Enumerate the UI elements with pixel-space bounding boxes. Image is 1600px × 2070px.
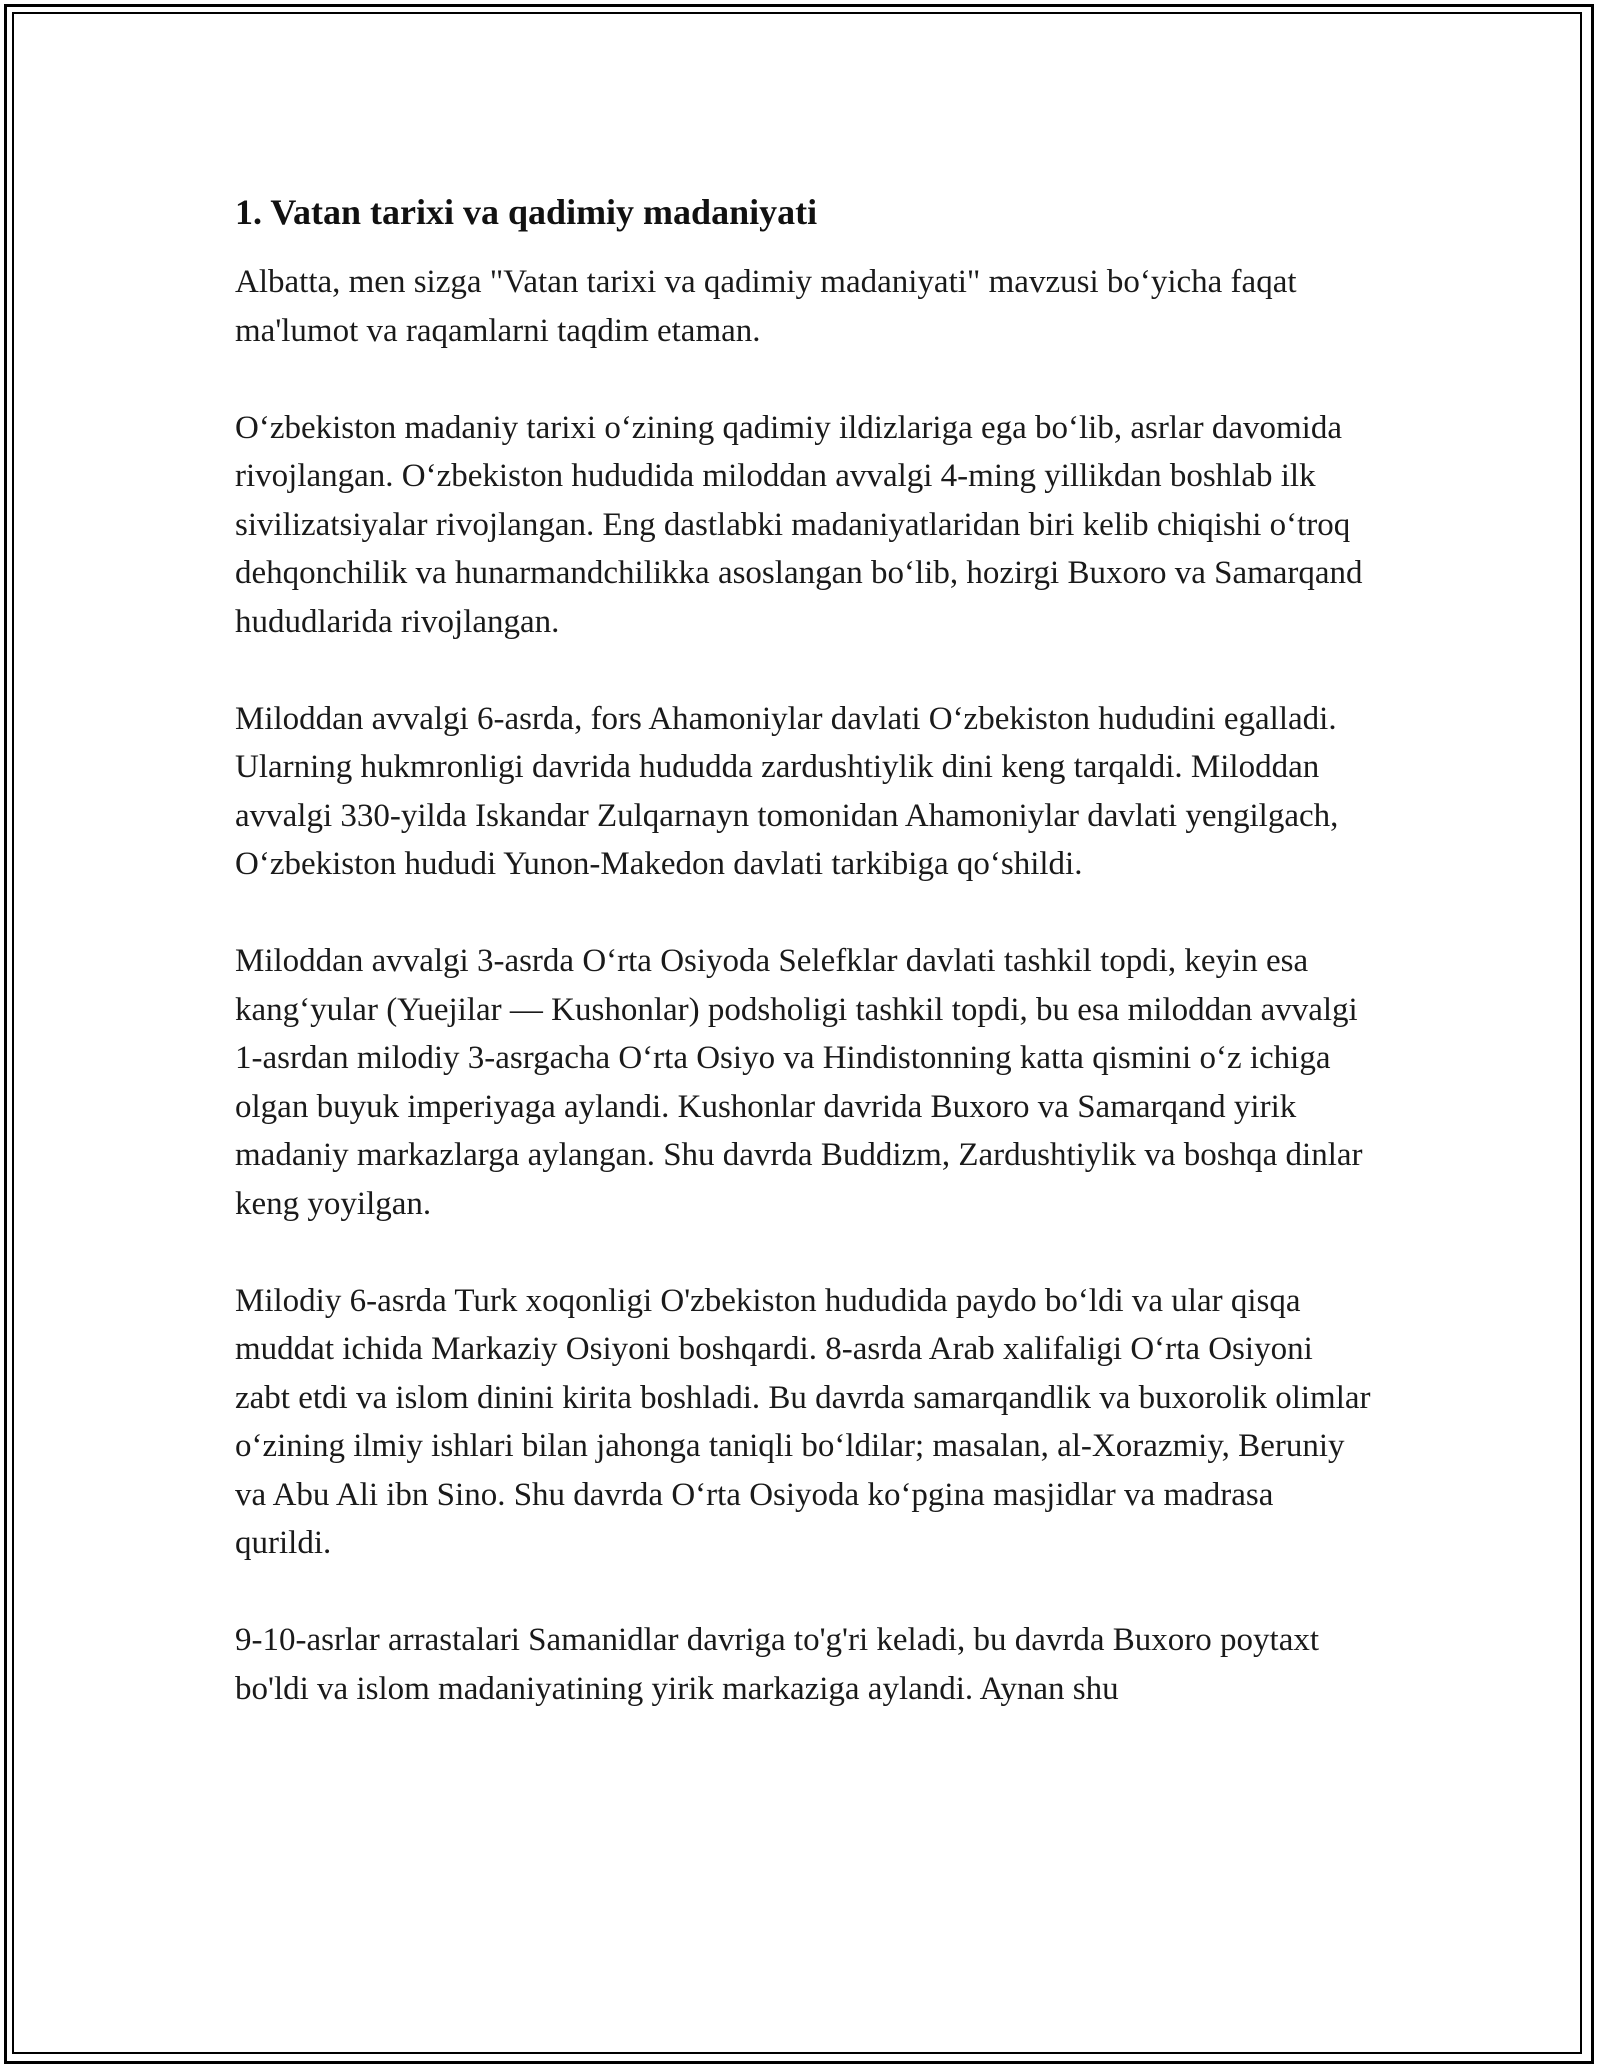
paragraph-turkic-arab: Milodiy 6-asrda Turk xoqonligi O'zbekiston hududida paydo bo‘ldi va ular qisqa muddat ichida Markaziy Osiyoni boshqardi. 8-asrda Arab xalifaligi O‘rta Osiyoni zabt etdi va islom dinini kirita boshladi. Bu davrda samarqandlik va buxorolik olimlar o‘zining ilmiy ishlari bilan jahonga taniqli bo‘ldilar; masalan, al-Xorazmiy, Beruniy va Abu Ali ibn Sino. Shu davrda O‘rta Osiyoda ko‘pgina masjidlar va madrasa qurildi. — [235, 1282, 1371, 1561]
document-body — [235, 188, 1375, 1713]
paragraph-kushan: Miloddan avvalgi 3-asrda O‘rta Osiyoda Selefklar davlati tashkil topdi, keyin esa kang‘yular (Yuejilar — Kushonlar) podsholigi tashkil topdi, bu esa miloddan avvalgi 1-asrdan milodiy 3-asrgacha O‘rta Osiyo va Hindistonning katta qismini o‘z ichiga olgan buyuk imperiyaga aylandi. Kushonlar davrida Buxoro va Samarqand yirik madaniy markazlarga aylangan. Shu davrda Buddizm, Zardushtiylik va boshqa dinlar keng yoyilgan. — [235, 943, 1363, 1222]
paragraph-achaemenid: Miloddan avvalgi 6-asrda, fors Ahamoniylar davlati O‘zbekiston hududini egalladi. Ularning hukmronligi davrida hududda zardushtiylik dini keng tarqaldi. Miloddan avvalgi 330-yilda Iskandar Zulqarnayn tomonidan Ahamoniylar davlati yengilgach, O‘zbekiston hududi Yunon-Makedon davlati tarkibiga qo‘shildi. — [235, 700, 1339, 882]
paragraph-samanid: 9-10-asrlar arrastalari Samanidlar davriga to'g'ri keladi, bu davrda Buxoro poytaxt bo'ldi va islom madaniyatining yirik markaziga aylandi. Aynan shu — [235, 1622, 1320, 1707]
paragraph-ancient-roots: O‘zbekiston madaniy tarixi o‘zining qadimiy ildizlariga ega bo‘lib, asrlar davomida rivojlangan. O‘zbekiston hududida miloddan avvalgi 4-ming yillikdan boshlab ilk sivilizatsiyalar rivojlangan. Eng dastlabki madaniyatlaridan biri kelib chiqishi o‘troq dehqonchilik va hunarmandchilikka asoslangan bo‘lib, hozirgi Buxoro va Samarqand hududlarida rivojlangan. — [235, 409, 1363, 640]
paragraph-intro: Albatta, men sizga "Vatan tarixi va qadimiy madaniyati" mavzusi bo‘yicha faqat ma'lumot va raqamlarni taqdim etaman. — [235, 264, 1297, 349]
section-heading: 1. Vatan tarixi va qadimiy madaniyati — [235, 192, 818, 232]
